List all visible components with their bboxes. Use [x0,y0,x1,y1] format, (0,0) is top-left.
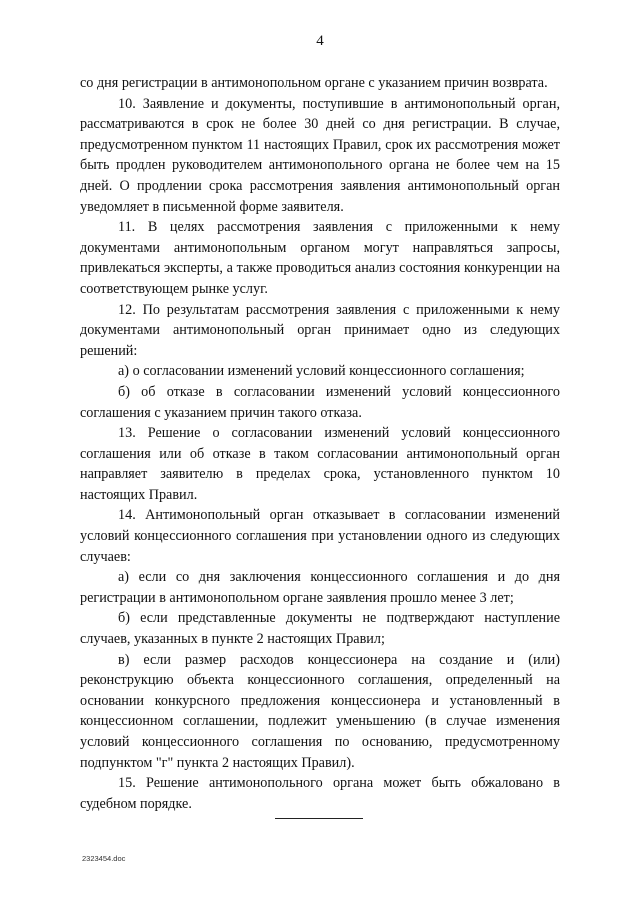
paragraph-item-10: 10. Заявление и документы, поступившие в антимонопольный орган, рассматриваются в срок не более 30 дней со дня регистрации. В случае, предусмотренном пунктом 11 настоящих Правил, срок их рассмотрения может быть продлен руководителем антимонопольного органа не более чем на 15 дней. О продлении срока рассмотрения заявления антимонопольный орган уведомляет в письменной форме заявителя. [80,95,560,215]
paragraph-item-15: 15. Решение антимонопольного органа может быть обжаловано в судебном порядке. [80,775,560,812]
document-body [80,73,560,814]
paragraph-item-14b: б) если представленные документы не подтверждают наступление случаев, указанных в пункте 2 настоящих Правил; [80,610,560,648]
paragraph-item-13: 13. Решение о согласовании изменений условий концессионного соглашения или об отказе в таком согласовании антимонопольный орган направляет заявителю в пределах срока, установленного пунктом 10 настоящих Правил. [80,425,560,503]
paragraph-item-12: 12. По результатам рассмотрения заявления с приложенными к нему документами антимонопольный орган принимает одно из следующих решений: [80,301,560,359]
paragraph-item-12b: б) об отказе в согласовании изменений условий концессионного соглашения с указанием причин такого отказа. [80,383,560,421]
paragraph-item-12a: а) о согласовании изменений условий концессионного соглашения; [118,363,525,380]
page-number: 4 [316,33,324,49]
paragraph-item-14v: в) если размер расходов концессионера на создание и (или) реконструкцию объекта концессионного соглашения, определенный на основании конкурсного предложения концессионера и установленный в концессионном соглашении, подлежит уменьшению (в случае изменения условий концессионного соглашения по основанию, предусмотренному подпунктом "г" пункта 2 настоящих Правил). [80,651,560,771]
paragraph-item-14a: а) если со дня заключения концессионного соглашения и до дня регистрации в антимонопольном органе заявления прошло менее 3 лет; [80,569,560,606]
paragraph-item-11: 11. В целях рассмотрения заявления с приложенными к нему документами антимонопольным органом могут направляться запросы, привлекаться эксперты, а также проводиться анализ состояния конкуренции на соответствующем рынке услуг. [80,219,560,297]
end-divider [275,818,363,819]
paragraph-item-14: 14. Антимонопольный орган отказывает в согласовании изменений условий концессионного соглашения при установлении одного из следующих случаев: [80,507,560,565]
document-filename: 2323454.doc [82,854,126,863]
paragraph-continuation: со дня регистрации в антимонопольном органе с указанием причин возврата. [80,75,548,91]
